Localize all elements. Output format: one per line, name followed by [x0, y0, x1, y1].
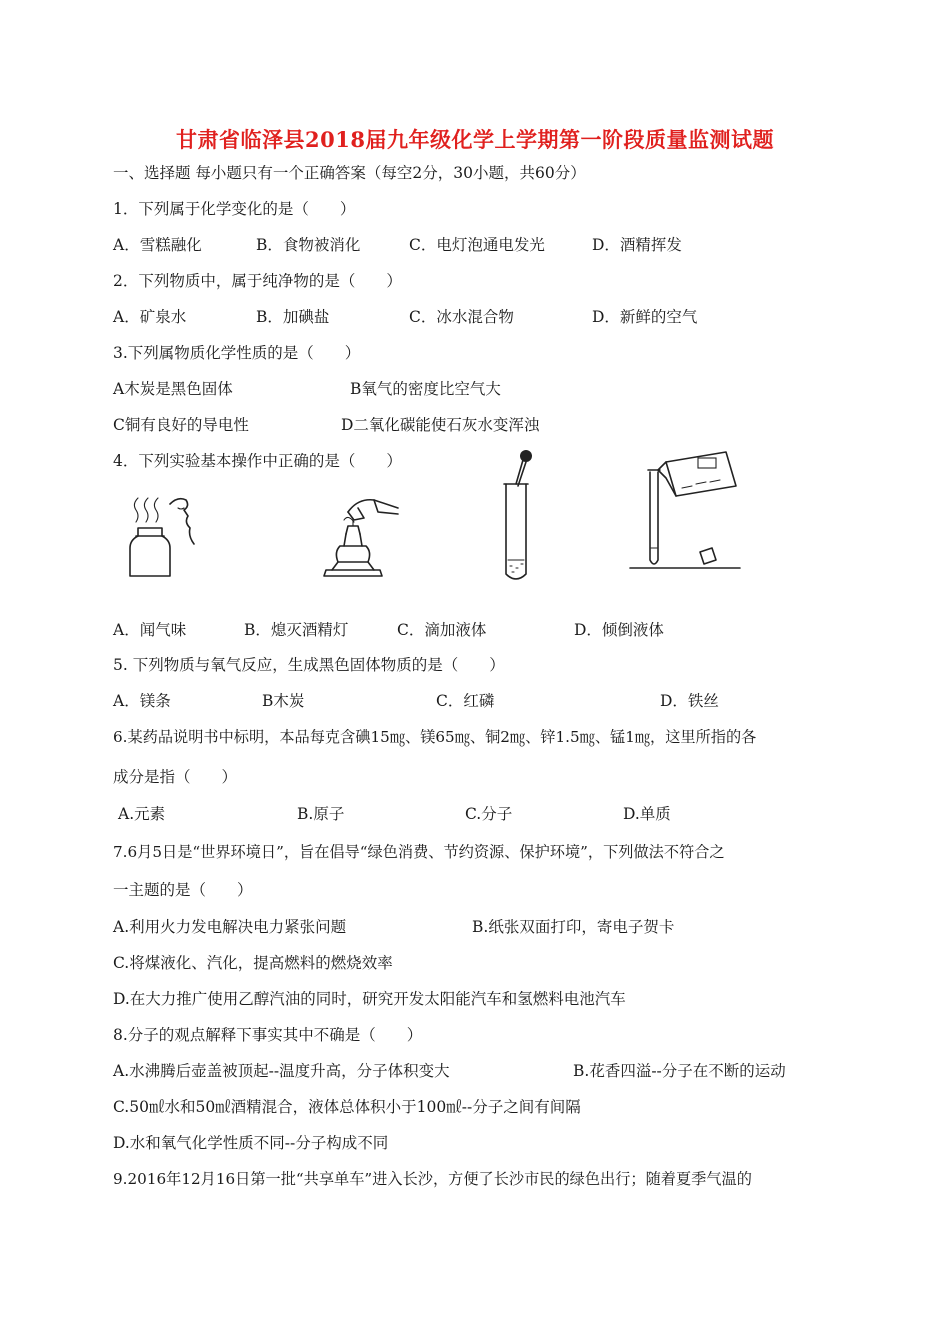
page-title: 甘肃省临泽县2018届九年级化学上学期第一阶段质量监测试题 — [176, 127, 774, 152]
q6-option-d: D.单质 — [623, 805, 671, 823]
q1-option-a: A．雪糕融化 — [113, 236, 202, 254]
q4-option-b: B．熄灭酒精灯 — [244, 621, 349, 639]
q2-option-d: D．新鲜的空气 — [592, 308, 698, 326]
q4-option-a: A．闻气味 — [113, 621, 187, 639]
q7-option-a: A.利用火力发电解决电力紧张问题 — [113, 918, 347, 936]
q1-option-d: D．酒精挥发 — [592, 236, 682, 254]
section-heading: 一、选择题 每小题只有一个正确答案（每空2分，30小题，共60分） — [113, 164, 586, 182]
question-7-stem-line-1: 7.6月5日是“世界环境日”，旨在倡导“绿色消费、节约资源、保护环境”，下列做法不符合之 — [113, 843, 725, 861]
q3-option-b: B氧气的密度比空气大 — [350, 380, 501, 398]
q1-option-b: B．食物被消化 — [256, 236, 361, 254]
q8-option-b: B.花香四溢--分子在不断的运动 — [573, 1062, 786, 1080]
question-1-stem: 1．下列属于化学变化的是（ ） — [113, 200, 356, 218]
q7-option-d: D.在大力推广使用乙醇汽油的同时，研究开发太阳能汽车和氢燃料电池汽车 — [113, 990, 626, 1008]
q1-option-c: C．电灯泡通电发光 — [409, 236, 545, 254]
q5-option-d: D．铁丝 — [660, 692, 719, 710]
question-4-stem: 4．下列实验基本操作中正确的是（ ） — [113, 452, 402, 470]
q6-option-b: B.原子 — [297, 805, 345, 823]
q4-option-c: C．滴加液体 — [397, 621, 487, 639]
q3-option-c: C铜有良好的导电性 — [113, 416, 249, 434]
alcohol-lamp-illustration — [318, 490, 408, 586]
question-9-stem: 9.2016年12月16日第一批“共享单车”进入长沙，方便了长沙市民的绿色出行；随着夏季气温的 — [113, 1170, 752, 1188]
q2-option-c: C．冰水混合物 — [409, 308, 514, 326]
q4-option-d: D．倾倒液体 — [574, 621, 664, 639]
smell-gas-illustration — [118, 488, 208, 582]
q7-option-c: C.将煤液化、汽化，提高燃料的燃烧效率 — [113, 954, 393, 972]
q2-option-a: A．矿泉水 — [113, 308, 187, 326]
q3-option-d: D二氧化碳能使石灰水变浑浊 — [341, 416, 540, 434]
pour-liquid-illustration — [626, 448, 744, 576]
q8-option-d: D.水和氧气化学性质不同--分子构成不同 — [113, 1134, 389, 1152]
q8-option-c: C.50㎖水和50㎖酒精混合，液体总体积小于100㎖--分子之间有间隔 — [113, 1098, 581, 1116]
q6-option-a: A.元素 — [118, 805, 166, 823]
question-8-stem: 8.分子的观点解释下事实其中不确是（ ） — [113, 1026, 423, 1044]
dropper-illustration — [496, 448, 536, 584]
q2-option-b: B．加碘盐 — [256, 308, 330, 326]
question-7-stem-line-2: 一主题的是（ ） — [113, 881, 253, 899]
question-5-stem: 5. 下列物质与氧气反应，生成黑色固体物质的是（ ） — [113, 656, 505, 674]
q3-option-a: A木炭是黑色固体 — [113, 380, 233, 398]
question-3-stem: 3.下列属物质化学性质的是（ ） — [113, 344, 361, 362]
q5-option-a: A．镁条 — [113, 692, 171, 710]
q8-option-a: A.水沸腾后壶盖被顶起--温度升高，分子体积变大 — [113, 1062, 450, 1080]
question-6-stem-line-2: 成分是指（ ） — [113, 768, 238, 786]
q6-option-c: C.分子 — [465, 805, 513, 823]
question-2-stem: 2．下列物质中，属于纯净物的是（ ） — [113, 272, 402, 290]
q5-option-c: C．红磷 — [436, 692, 495, 710]
question-6-stem-line-1: 6.某药品说明书中标明，本品每克含碘15㎎、镁65㎎、铜2㎎、锌1.5㎎、锰1㎎，这里所指的各 — [113, 728, 757, 746]
q7-option-b: B.纸张双面打印，寄电子贺卡 — [472, 918, 675, 936]
q5-option-b: B木炭 — [262, 692, 305, 710]
